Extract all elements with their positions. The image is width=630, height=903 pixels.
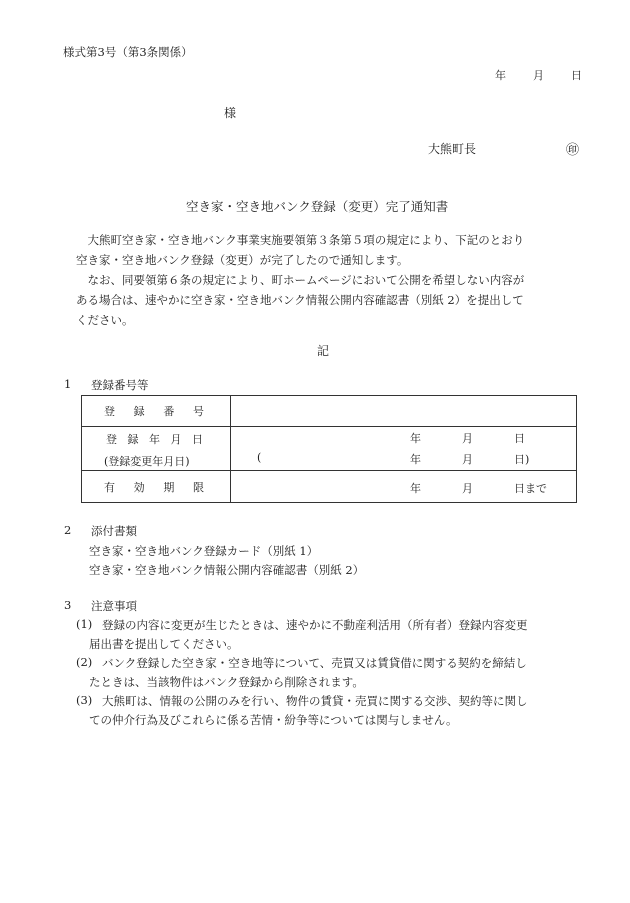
- para1-line1: 大熊町空き家・空き地バンク事業実施要領第３条第５項の規定により、下記のとおり: [87, 233, 525, 247]
- reg-year: 年: [410, 432, 421, 445]
- reg-date-label: [82, 427, 231, 471]
- para2-line3: ください。: [76, 313, 134, 327]
- para1-line2: 空き家・空き地バンク登録（変更）が完了したので通知します。: [76, 253, 409, 267]
- label-char: 号: [192, 405, 204, 418]
- para2-line1: なお、同要領第６条の規定により、町ホームページにおいて公開を希望しない内容が: [87, 273, 525, 287]
- section2-number: 2: [64, 523, 72, 537]
- note-line: 大熊町は、情報の公開のみを行い、物件の賃貸・売買に関する交渉、契約等に関し: [102, 694, 528, 708]
- label-char: 年: [149, 432, 160, 446]
- table-row: [82, 471, 577, 503]
- expiry-year: 年: [410, 482, 421, 495]
- label-char: 録: [133, 405, 145, 418]
- label-char: 登: [106, 432, 117, 446]
- change-paren-open: (: [257, 451, 262, 464]
- seal-mark: ㊞: [566, 143, 580, 158]
- issuer-name: 大熊町長: [428, 142, 477, 156]
- note-marker: (1): [76, 617, 93, 631]
- section1-title: 登録番号等: [91, 378, 149, 392]
- expiry-value[interactable]: [231, 471, 577, 503]
- reg-number-value[interactable]: [231, 396, 577, 427]
- expiry-label: [82, 471, 231, 503]
- label-char: 録: [127, 432, 139, 446]
- reg-number-label: [82, 396, 231, 427]
- expiry-day: 日まで: [514, 482, 547, 495]
- note-line: 登録の内容に変更が生じたときは、速やかに不動産利活用（所有者）登録内容変更: [102, 618, 528, 632]
- label-char: 有: [104, 480, 115, 494]
- change-date-label: (登録変更年月日): [104, 454, 190, 468]
- label-char: 期: [163, 480, 175, 494]
- ki-heading: 記: [317, 344, 330, 358]
- label-char: 月: [170, 432, 182, 446]
- change-year: 年: [410, 453, 421, 466]
- change-day: 日): [514, 453, 530, 466]
- table-row: [82, 396, 577, 427]
- addressee-suffix: 様: [224, 106, 237, 120]
- expiry-month: 月: [462, 482, 473, 495]
- reg-month: 月: [462, 432, 473, 445]
- attachment-item: 空き家・空き地バンク情報公開内容確認書（別紙 2）: [89, 563, 365, 577]
- para2-line2: ある場合は、速やかに空き家・空き地バンク情報公開内容確認書（別紙 2）を提出して: [76, 293, 524, 307]
- label-char: 効: [133, 480, 145, 494]
- table-row: [82, 427, 577, 471]
- section1-number: 1: [64, 377, 72, 391]
- form-number: 様式第3号（第3条関係）: [63, 45, 193, 59]
- section2-title: 添付書類: [91, 524, 137, 538]
- date-month: 月: [533, 69, 544, 82]
- change-month: 月: [462, 453, 473, 466]
- date-year: 年: [495, 69, 506, 82]
- document-title: 空き家・空き地バンク登録（変更）完了通知書: [186, 199, 449, 214]
- section3-title: 注意事項: [91, 599, 137, 613]
- note-line: 届出書を提出してください。: [89, 637, 239, 651]
- label-char: 登: [104, 405, 115, 418]
- attachment-item: 空き家・空き地バンク登録カード（別紙 1）: [89, 544, 319, 558]
- label-char: 番: [163, 405, 175, 418]
- registration-table: [81, 395, 577, 503]
- body-text: [76, 230, 584, 330]
- reg-date-value[interactable]: [231, 427, 577, 471]
- note-marker: (2): [76, 655, 93, 669]
- note-line: たときは、当該物件はバンク登録から削除されます。: [89, 675, 364, 689]
- note-line: バンク登録した空き家・空き地等について、売買又は賃貸借に関する契約を締結し: [102, 656, 527, 670]
- reg-day: 日: [514, 432, 525, 445]
- note-line: ての仲介行為及びこれらに係る苦情・紛争等については関与しません。: [89, 713, 458, 727]
- note-marker: (3): [76, 693, 93, 707]
- label-char: 日: [192, 432, 203, 446]
- date-day: 日: [571, 69, 582, 82]
- section3-number: 3: [64, 598, 72, 612]
- label-char: 限: [192, 480, 204, 494]
